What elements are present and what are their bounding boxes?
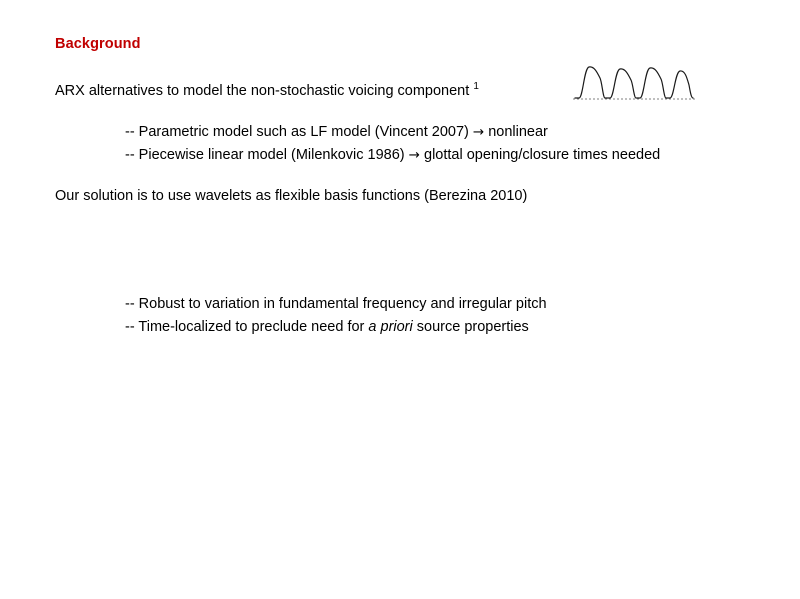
right-arrow-icon: →	[472, 124, 485, 140]
bullet-time-localized-emphasis: a priori	[368, 319, 413, 335]
right-arrow-icon: →	[408, 147, 420, 163]
bullet-piecewise-linear-model-text: -- Piecewise linear model (Milenkovic 1986)	[125, 147, 409, 163]
bullet-robust-to-variation: -- Robust to variation in fundamental frequency and irregular pitch	[125, 296, 547, 312]
bullet-time-localized-text: -- Time-localized to preclude need for	[125, 319, 369, 335]
bullet-time-localized-suffix: source properties	[412, 319, 529, 335]
intro-line-text: ARX alternatives to model the non-stochastic voicing component	[55, 82, 474, 99]
bullet-parametric-model	[125, 123, 548, 143]
footnote-marker: 1	[473, 81, 479, 92]
waveform-svg	[573, 58, 695, 106]
bullet-parametric-model-suffix: nonlinear	[484, 124, 548, 140]
intro-line-arx-alternatives	[55, 80, 479, 101]
bullet-time-localized	[125, 318, 529, 338]
page-title: Background	[55, 36, 141, 52]
glottal-waveform-graphic	[573, 58, 695, 106]
bullet-parametric-model-text: -- Parametric model such as LF model (Vincent 2007)	[125, 124, 473, 140]
bullet-piecewise-linear-model	[125, 146, 660, 166]
bullet-piecewise-linear-model-suffix: glottal opening/closure times needed	[419, 147, 661, 163]
solution-statement: Our solution is to use wavelets as flexible basis functions (Berezina 2010)	[55, 188, 528, 204]
